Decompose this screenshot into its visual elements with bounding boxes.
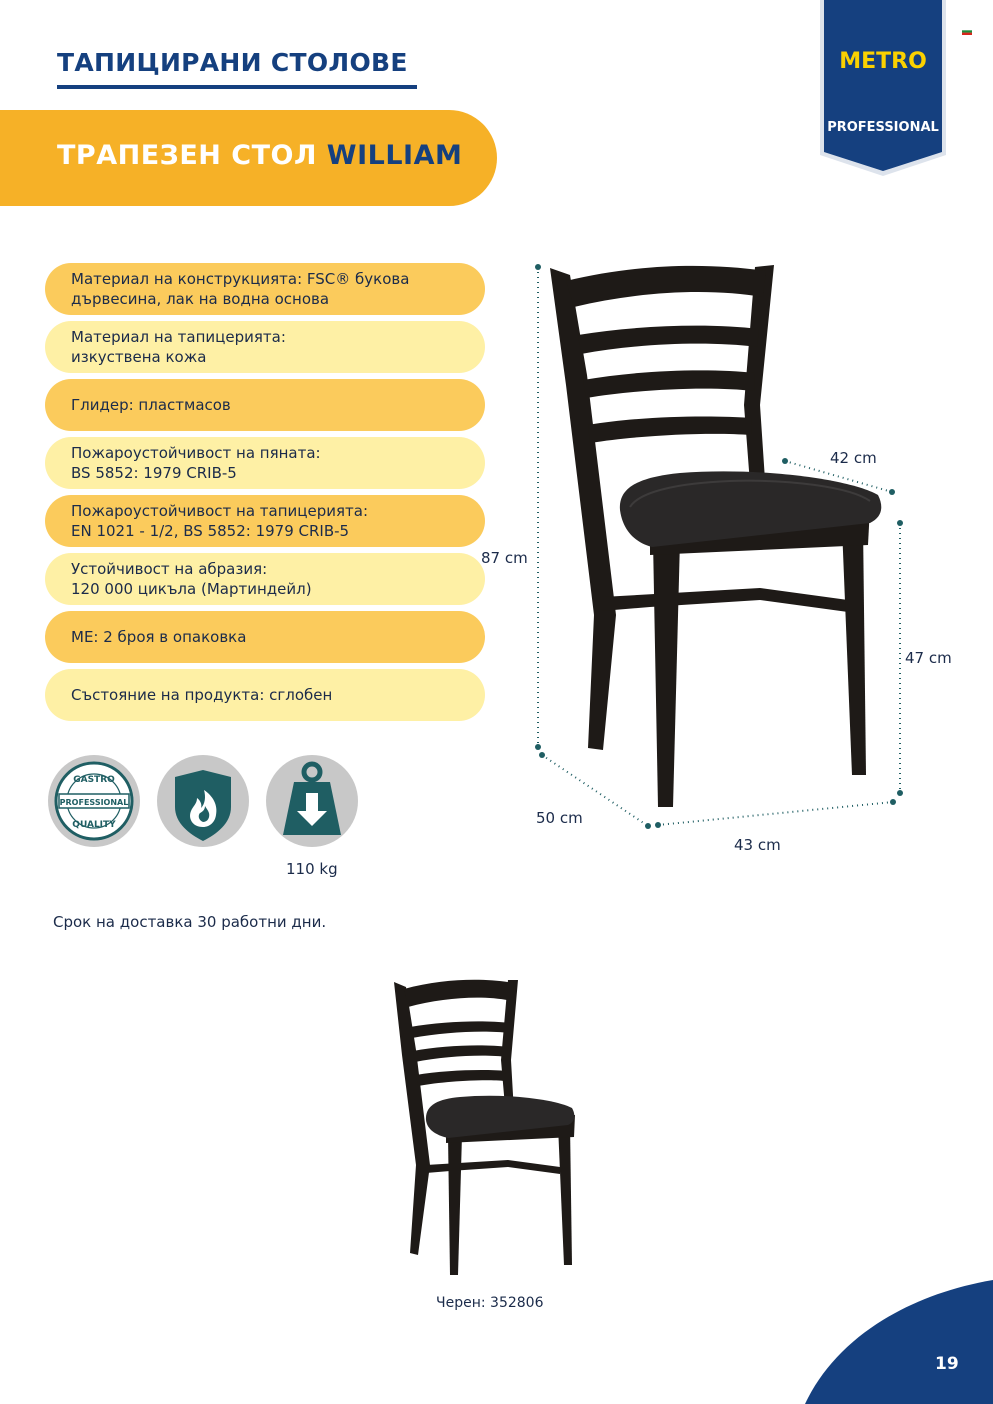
spec-text: Състояние на продукта: сглобен [71,686,333,704]
weight-icon [266,755,358,847]
product-name-prefix: ТРАПЕЗЕН СТОЛ [57,140,317,171]
chair-dimension-drawing [530,255,920,845]
spec-row-abrasion-resistance [45,553,485,605]
dimension-width-label: 43 cm [734,836,781,854]
spec-text: 120 000 цикъла (Мартиндейл) [71,580,312,598]
gastro-quality-icon [48,755,140,847]
spec-text: изкуствена кожа [71,348,207,366]
delivery-note: Срок на доставка 30 работни дни. [53,913,327,931]
page-corner-shape [805,1280,993,1404]
spec-text: МЕ: 2 броя в опаковка [71,628,247,646]
flame-shield-icon [157,755,249,847]
product-name-model: WILLIAM [326,140,463,171]
logo-sub-text: PROFESSIONAL [827,120,939,135]
load-capacity-badge [266,755,358,847]
spec-text: Устойчивост на абразия: [71,560,268,578]
spec-text: EN 1021 - 1/2, BS 5852: 1979 CRIB-5 [71,522,350,540]
section-title: ТАПИЦИРАНИ СТОЛОВЕ [57,48,408,77]
spec-row-glider [45,379,485,431]
fire-resistance-badge [157,755,249,847]
spec-row-upholstery-material [45,321,485,373]
metro-professional-logo [820,0,946,176]
dimension-seat-width-label: 42 cm [830,449,877,467]
flag-icon [962,28,972,35]
spec-list [45,263,485,727]
spec-row-frame-material [45,263,485,315]
spec-text: Глидер: пластмасов [71,396,231,414]
chair-black-photo [390,975,590,1275]
spec-text: Пожароустойчивост на тапицерията: [71,502,368,520]
quality-text: QUALITY [72,820,116,830]
section-title-underline [57,85,417,89]
gastro-quality-badge [48,755,140,847]
logo-brand-text: METRO [839,49,927,74]
spec-row-product-condition [45,669,485,721]
spec-text: BS 5852: 1979 CRIB-5 [71,464,237,482]
color-option-label: Черен: 352806 [436,1295,544,1311]
dimension-seat-height-label: 47 cm [905,649,952,667]
spec-text: Материал на тапицерията: [71,328,286,346]
page-number: 19 [935,1354,959,1374]
spec-text: Материал на конструкцията: FSC® букова [71,270,410,288]
product-name [57,140,462,171]
weight-capacity-label: 110 kg [286,860,338,878]
dimension-height-label: 87 cm [481,549,528,567]
spec-text: дървесина, лак на водна основа [71,290,330,308]
dimension-depth-label: 50 cm [536,809,583,827]
gastro-text: GASTRO [73,775,115,785]
spec-row-packaging-unit [45,611,485,663]
spec-text: Пожароустойчивост на пяната: [71,444,321,462]
spec-row-foam-fire-resistance [45,437,485,489]
spec-row-upholstery-fire-resistance [45,495,485,547]
professional-text: PROFESSIONAL [59,798,129,807]
